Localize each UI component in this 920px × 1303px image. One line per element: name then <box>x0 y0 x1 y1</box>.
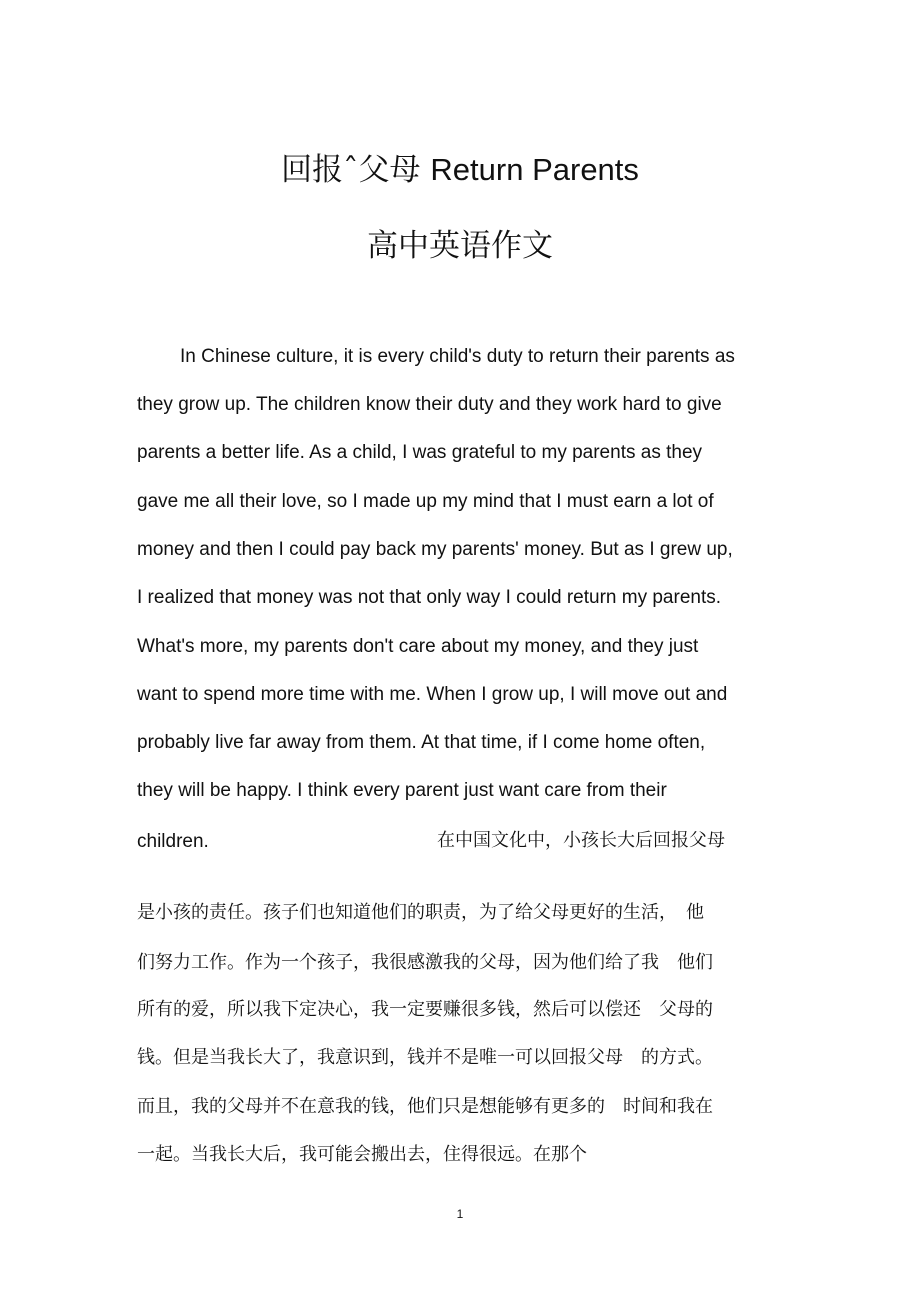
english-paragraph-line: What's more, my parents don't care about my money, and they just <box>137 636 699 657</box>
english-paragraph-line: money and then I could pay back my parents' money. But as I grew up, <box>137 539 733 560</box>
english-paragraph-line: want to spend more time with me. When I grow up, I will move out and <box>137 684 728 705</box>
chinese-paragraph-line: 所有的爱，所以我下定决心，我一定要赚很多钱，然后可以偿还 父母的 <box>137 999 713 1020</box>
page-subtitle: 高中英语作文 <box>367 228 553 264</box>
english-paragraph-line: they grow up. The children know their duty and they work hard to give <box>137 394 722 415</box>
chinese-paragraph-line: 钱。但是当我长大了，我意识到，钱并不是唯一可以回报父母 的方式。 <box>137 1047 713 1068</box>
title-chinese: 回报ˆ父母 <box>281 152 421 188</box>
english-paragraph-line: I realized that money was not that only way I could return my parents. <box>137 587 722 608</box>
chinese-paragraph-line: 一起。当我长大后，我可能会搬出去，住得很远。在那个 <box>137 1144 587 1165</box>
chinese-paragraph-start: 在中国文化中，小孩长大后回报父母 <box>437 830 725 851</box>
chinese-paragraph-line: 们努力工作。作为一个孩子，我很感激我的父母，因为他们给了我 他们 <box>137 952 713 973</box>
english-paragraph-line: probably live far away from them. At that time, if I come home often, <box>137 732 706 753</box>
chinese-paragraph-line: 是小孩的责任。孩子们也知道他们的职责，为了给父母更好的生活， 他 <box>137 902 704 923</box>
title-english: Return Parents <box>430 152 639 187</box>
english-paragraph-line: they will be happy. I think every parent just want care from their <box>137 780 667 801</box>
page-title <box>0 148 920 192</box>
english-paragraph-line: parents a better life. As a child, I was grateful to my parents as they <box>137 442 703 463</box>
english-paragraph-line: gave me all their love, so I made up my mind that I must earn a lot of <box>137 491 714 512</box>
english-paragraph-line: In Chinese culture, it is every child's duty to return their parents as <box>180 346 735 367</box>
chinese-paragraph-line: 而且，我的父母并不在意我的钱，他们只是想能够有更多的 时间和我在 <box>137 1096 713 1117</box>
english-paragraph-line: children. <box>137 831 209 852</box>
page-number: 1 <box>456 1207 464 1221</box>
